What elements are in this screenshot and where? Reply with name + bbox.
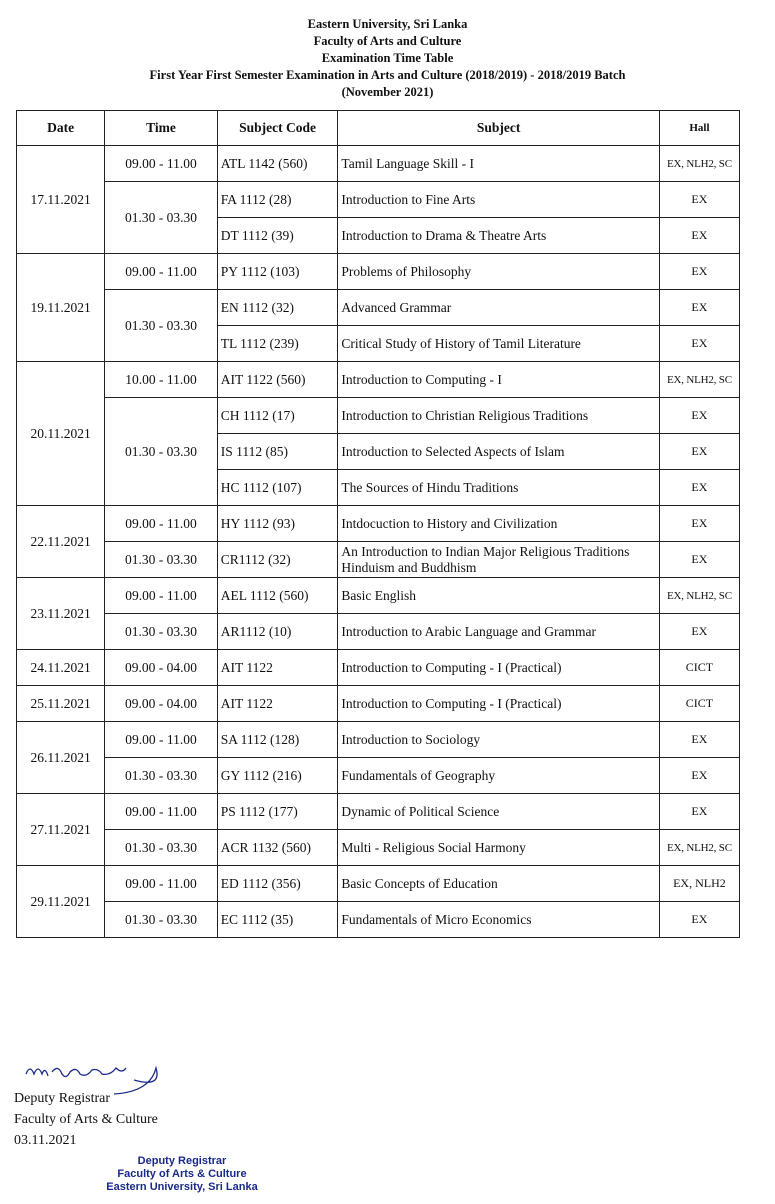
subject-name: The Sources of Hindu Traditions bbox=[338, 470, 659, 506]
stamp-line-title: Deputy Registrar bbox=[137, 1155, 227, 1167]
timetable bbox=[16, 110, 740, 938]
subject-name: Fundamentals of Geography bbox=[338, 758, 659, 794]
subject-name: Intdocuction to History and Civilization bbox=[338, 506, 659, 542]
subject-name: Introduction to Computing - I bbox=[338, 362, 659, 398]
exam-time: 10.00 - 11.00 bbox=[105, 362, 218, 398]
exam-hall: EX, NLH2 bbox=[659, 866, 739, 902]
subject-name: Introduction to Drama & Theatre Arts bbox=[338, 218, 659, 254]
subject-code: HY 1112 (93) bbox=[217, 506, 338, 542]
subject-name: Advanced Grammar bbox=[338, 290, 659, 326]
subject-name: Dynamic of Political Science bbox=[338, 794, 659, 830]
exam-hall: EX, NLH2, SC bbox=[659, 830, 739, 866]
exam-hall: EX bbox=[659, 182, 739, 218]
table-row bbox=[17, 650, 740, 686]
exam-time: 09.00 - 11.00 bbox=[105, 506, 218, 542]
exam-hall: EX, NLH2, SC bbox=[659, 362, 739, 398]
table-row bbox=[17, 722, 740, 758]
subject-code: AIT 1122 bbox=[217, 650, 338, 686]
subject-code: ACR 1132 (560) bbox=[217, 830, 338, 866]
exam-time: 01.30 - 03.30 bbox=[105, 614, 218, 650]
subject-code: AIT 1122 (560) bbox=[217, 362, 338, 398]
document-title: Examination Time Table bbox=[321, 51, 454, 65]
exam-hall: EX, NLH2, SC bbox=[659, 146, 739, 182]
signatory-title: Deputy Registrar bbox=[14, 1091, 111, 1106]
subject-code: CR1112 (32) bbox=[217, 542, 338, 578]
column-header-subject-code: Subject Code bbox=[217, 111, 338, 146]
table-row bbox=[17, 290, 740, 326]
subject-name: An Introduction to Indian Major Religious Traditions Hinduism and Buddhism bbox=[338, 542, 659, 578]
exam-time: 09.00 - 11.00 bbox=[105, 794, 218, 830]
stamp-line-faculty: Faculty of Arts & Culture bbox=[117, 1168, 247, 1180]
exam-hall: EX bbox=[659, 218, 739, 254]
subject-code: FA 1112 (28) bbox=[217, 182, 338, 218]
exam-time: 09.00 - 04.00 bbox=[105, 686, 218, 722]
handwritten-signature bbox=[22, 1062, 172, 1096]
exam-description: First Year First Semester Examination in Arts and Culture (2018/2019) - 2018/2019 Batch bbox=[149, 68, 626, 82]
subject-code: AIT 1122 bbox=[217, 686, 338, 722]
subject-code: ED 1112 (356) bbox=[217, 866, 338, 902]
subject-name: Introduction to Sociology bbox=[338, 722, 659, 758]
exam-hall: EX, NLH2, SC bbox=[659, 578, 739, 614]
table-row bbox=[17, 362, 740, 398]
exam-time: 09.00 - 11.00 bbox=[105, 146, 218, 182]
subject-name: Basic Concepts of Education bbox=[338, 866, 659, 902]
exam-hall: EX bbox=[659, 326, 739, 362]
official-stamp bbox=[102, 1155, 262, 1194]
subject-code: ATL 1142 (560) bbox=[217, 146, 338, 182]
subject-name: Introduction to Computing - I (Practical) bbox=[338, 686, 659, 722]
table-row bbox=[17, 578, 740, 614]
exam-time: 01.30 - 03.30 bbox=[105, 182, 218, 254]
subject-name: Introduction to Arabic Language and Grammar bbox=[338, 614, 659, 650]
exam-month: (November 2021) bbox=[341, 85, 434, 99]
exam-time: 09.00 - 11.00 bbox=[105, 866, 218, 902]
exam-date: 26.11.2021 bbox=[17, 722, 105, 794]
subject-name: Critical Study of History of Tamil Literature bbox=[338, 326, 659, 362]
exam-hall: EX bbox=[659, 542, 739, 578]
exam-time: 01.30 - 03.30 bbox=[105, 398, 218, 506]
exam-time: 01.30 - 03.30 bbox=[105, 542, 218, 578]
column-header-date: Date bbox=[17, 111, 105, 146]
table-row bbox=[17, 686, 740, 722]
subject-code: CH 1112 (17) bbox=[217, 398, 338, 434]
exam-hall: EX bbox=[659, 794, 739, 830]
table-row bbox=[17, 398, 740, 434]
exam-date: 17.11.2021 bbox=[17, 146, 105, 254]
table-row bbox=[17, 866, 740, 902]
exam-time: 09.00 - 11.00 bbox=[105, 578, 218, 614]
university-name: Eastern University, Sri Lanka bbox=[307, 17, 468, 31]
exam-date: 27.11.2021 bbox=[17, 794, 105, 866]
faculty-name: Faculty of Arts and Culture bbox=[313, 34, 462, 48]
table-row bbox=[17, 542, 740, 578]
table-row bbox=[17, 146, 740, 182]
table-header-row bbox=[17, 111, 740, 146]
column-header-subject: Subject bbox=[338, 111, 659, 146]
subject-name: Multi - Religious Social Harmony bbox=[338, 830, 659, 866]
subject-code: AEL 1112 (560) bbox=[217, 578, 338, 614]
subject-code: IS 1112 (85) bbox=[217, 434, 338, 470]
exam-time: 09.00 - 11.00 bbox=[105, 254, 218, 290]
subject-name: Introduction to Fine Arts bbox=[338, 182, 659, 218]
exam-date: 19.11.2021 bbox=[17, 254, 105, 362]
document-header bbox=[0, 16, 775, 101]
exam-hall: EX bbox=[659, 902, 739, 938]
table-row bbox=[17, 902, 740, 938]
subject-code: EN 1112 (32) bbox=[217, 290, 338, 326]
exam-hall: CICT bbox=[659, 650, 739, 686]
subject-name: Tamil Language Skill - I bbox=[338, 146, 659, 182]
table-row bbox=[17, 758, 740, 794]
exam-date: 20.11.2021 bbox=[17, 362, 105, 506]
table-row bbox=[17, 614, 740, 650]
subject-code: EC 1112 (35) bbox=[217, 902, 338, 938]
exam-hall: EX bbox=[659, 254, 739, 290]
signature-date: 03.11.2021 bbox=[14, 1133, 77, 1148]
table-row bbox=[17, 506, 740, 542]
subject-code: HC 1112 (107) bbox=[217, 470, 338, 506]
exam-date: 23.11.2021 bbox=[17, 578, 105, 650]
exam-time: 01.30 - 03.30 bbox=[105, 830, 218, 866]
exam-hall: EX bbox=[659, 614, 739, 650]
subject-code: TL 1112 (239) bbox=[217, 326, 338, 362]
signature-block bbox=[14, 1076, 158, 1151]
exam-hall: CICT bbox=[659, 686, 739, 722]
exam-hall: EX bbox=[659, 758, 739, 794]
subject-code: DT 1112 (39) bbox=[217, 218, 338, 254]
exam-hall: EX bbox=[659, 506, 739, 542]
exam-hall: EX bbox=[659, 434, 739, 470]
table-row bbox=[17, 830, 740, 866]
signatory-faculty: Faculty of Arts & Culture bbox=[14, 1112, 158, 1127]
exam-time: 01.30 - 03.30 bbox=[105, 290, 218, 362]
exam-hall: EX bbox=[659, 398, 739, 434]
subject-name: Fundamentals of Micro Economics bbox=[338, 902, 659, 938]
table-row bbox=[17, 182, 740, 218]
subject-name: Basic English bbox=[338, 578, 659, 614]
exam-date: 25.11.2021 bbox=[17, 686, 105, 722]
exam-hall: EX bbox=[659, 470, 739, 506]
exam-hall: EX bbox=[659, 290, 739, 326]
exam-time: 09.00 - 11.00 bbox=[105, 722, 218, 758]
table-row bbox=[17, 794, 740, 830]
timetable-body bbox=[17, 146, 740, 938]
table-row bbox=[17, 254, 740, 290]
exam-date: 24.11.2021 bbox=[17, 650, 105, 686]
subject-code: SA 1112 (128) bbox=[217, 722, 338, 758]
exam-time: 09.00 - 04.00 bbox=[105, 650, 218, 686]
exam-time: 01.30 - 03.30 bbox=[105, 902, 218, 938]
subject-name: Problems of Philosophy bbox=[338, 254, 659, 290]
subject-name: Introduction to Christian Religious Traditions bbox=[338, 398, 659, 434]
subject-code: AR1112 (10) bbox=[217, 614, 338, 650]
column-header-hall: Hall bbox=[659, 111, 739, 146]
subject-code: GY 1112 (216) bbox=[217, 758, 338, 794]
exam-date: 29.11.2021 bbox=[17, 866, 105, 938]
exam-time: 01.30 - 03.30 bbox=[105, 758, 218, 794]
stamp-line-university: Eastern University, Sri Lanka bbox=[106, 1181, 258, 1193]
column-header-time: Time bbox=[105, 111, 218, 146]
exam-date: 22.11.2021 bbox=[17, 506, 105, 578]
exam-hall: EX bbox=[659, 722, 739, 758]
subject-name: Introduction to Computing - I (Practical) bbox=[338, 650, 659, 686]
subject-name: Introduction to Selected Aspects of Islam bbox=[338, 434, 659, 470]
subject-code: PY 1112 (103) bbox=[217, 254, 338, 290]
subject-code: PS 1112 (177) bbox=[217, 794, 338, 830]
